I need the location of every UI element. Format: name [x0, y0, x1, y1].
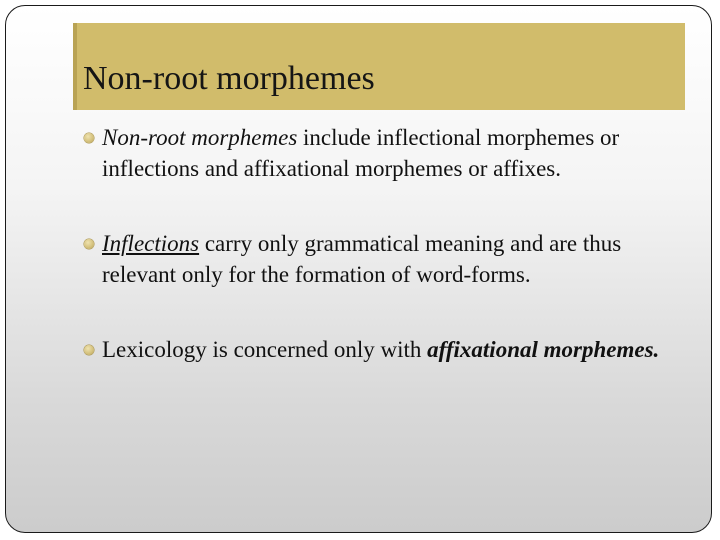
- bullet-term-non-root: Non-root morphemes: [102, 125, 298, 150]
- bullet-item-non-root: [84, 122, 694, 184]
- bullet-dot-icon: [84, 133, 94, 143]
- bullet-text-inflections: carry only grammatical meaning and are thus relevant only for the formation of word-forms.: [102, 231, 622, 287]
- bullet-term-inflections: Inflections: [102, 231, 200, 256]
- bullet-list: [84, 122, 694, 365]
- bullet-dot-icon: [84, 239, 94, 249]
- bullet-text-non-root: include inflectional morphemes or inflections and affixational morphemes or affixes.: [102, 125, 620, 181]
- bullet-emphasis-affixational: affixational morphemes.: [427, 337, 660, 362]
- bullet-dot-icon: [84, 345, 94, 355]
- title-bar: [73, 23, 685, 110]
- bullet-text-lexicology: Lexicology is concerned only with: [102, 337, 428, 362]
- slide-title: Non-root morphemes: [83, 60, 375, 97]
- slide: [5, 5, 712, 533]
- bullet-item-inflections: [84, 228, 694, 290]
- bullet-item-lexicology: [84, 334, 694, 365]
